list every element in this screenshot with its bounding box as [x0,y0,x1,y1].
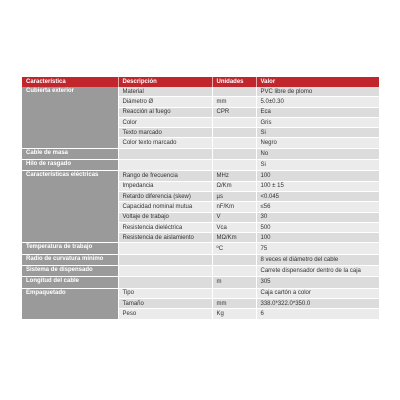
cell-description: Diámetro Ø [118,97,212,107]
header-description: Descripción [118,77,212,87]
cell-value: Gris [256,117,379,127]
cell-description [118,243,212,254]
group-hilo-de-rasgado: Hilo de rasgado [22,160,118,171]
cell-value: Eca [256,107,379,117]
cell-value: 100 [256,171,379,181]
cell-unit: CPR [212,107,256,117]
cell-value: Si [256,128,379,138]
cell-value: 100 ± 15 [256,181,379,191]
cell-description [118,254,212,265]
cell-value: <0.045 [256,191,379,201]
cell-value: 500 [256,222,379,232]
table-row [22,288,379,298]
cell-value: Carrete dispensador dentro de la caja [256,266,379,277]
cell-unit [212,266,256,277]
cell-description: Tipo [118,288,212,298]
cell-description: Reacción al fuego [118,107,212,117]
group-empaquetado: Empaquetado [22,288,118,319]
cell-description: Capacidad nominal mutua [118,202,212,212]
group-cubierta-exterior: Cubierta exterior [22,87,118,148]
cell-value: No [256,148,379,159]
cell-value: Negro [256,138,379,148]
cell-unit [212,288,256,298]
spec-table [22,77,379,320]
cell-value: 6 [256,309,379,319]
cell-description: Color texto marcado [118,138,212,148]
table-row [22,171,379,181]
cell-unit: nF/Km [212,202,256,212]
cell-value: ≤56 [256,202,379,212]
cell-description: Color [118,117,212,127]
cell-description [118,277,212,288]
cell-description: Rango de frecuencia [118,171,212,181]
cell-value: Si [256,160,379,171]
cell-description: Tamaño [118,298,212,308]
cell-unit: µs [212,191,256,201]
cell-unit: MHz [212,171,256,181]
cell-unit: Vca [212,222,256,232]
table-header-row [22,77,379,87]
cell-unit: m [212,277,256,288]
cell-description: Retardo diferencia (skew) [118,191,212,201]
cell-unit: mm [212,298,256,308]
cell-unit: Ω/Km [212,181,256,191]
group-radio-de-curvatura: Radio de curvatura mínimo [22,254,118,265]
table-row [22,160,379,171]
group-sistema-de-dispensado: Sistema de dispensado [22,266,118,277]
cell-value: 5.0±0.30 [256,97,379,107]
cell-value: 305 [256,277,379,288]
cell-description: Material [118,87,212,97]
group-cable-de-masa: Cable de masa [22,148,118,159]
group-temperatura-de-trabajo: Temperatura de trabajo [22,243,118,254]
cell-value: Caja cartón a color [256,288,379,298]
cell-value: 30 [256,212,379,222]
cell-value: 100 [256,233,379,243]
cell-description: Resistencia dieléctrica [118,222,212,232]
header-characteristic: Característica [22,77,118,87]
header-units: Unidades [212,77,256,87]
cell-value: 8 veces el diámetro del cable [256,254,379,265]
cell-description [118,266,212,277]
table-row [22,266,379,277]
header-value: Valor [256,77,379,87]
cell-unit [212,117,256,127]
cell-description [118,160,212,171]
cell-description [118,148,212,159]
cell-value: 338.0*322.0*350.0 [256,298,379,308]
cell-unit: MΩ/Km [212,233,256,243]
cell-unit [212,254,256,265]
table-row [22,87,379,97]
table-row [22,254,379,265]
cell-unit [212,138,256,148]
cell-description: Peso [118,309,212,319]
cell-description: Texto marcado [118,128,212,138]
cell-description: Impedancia [118,181,212,191]
table-row [22,148,379,159]
group-caracteristicas-electricas: Características eléctricas [22,171,118,243]
cell-description: Voltaje de trabajo [118,212,212,222]
group-longitud-del-cable: Longitud del cable [22,277,118,288]
cell-unit [212,128,256,138]
cell-unit: mm [212,97,256,107]
cell-value: PVC libre de plomo [256,87,379,97]
table-row [22,277,379,288]
table-row [22,243,379,254]
cell-unit: Kg [212,309,256,319]
cell-value: 75 [256,243,379,254]
cell-unit: V [212,212,256,222]
cell-unit [212,148,256,159]
cell-unit [212,87,256,97]
cell-description: Resistencia de aislamiento [118,233,212,243]
cell-unit: ºC [212,243,256,254]
cell-unit [212,160,256,171]
